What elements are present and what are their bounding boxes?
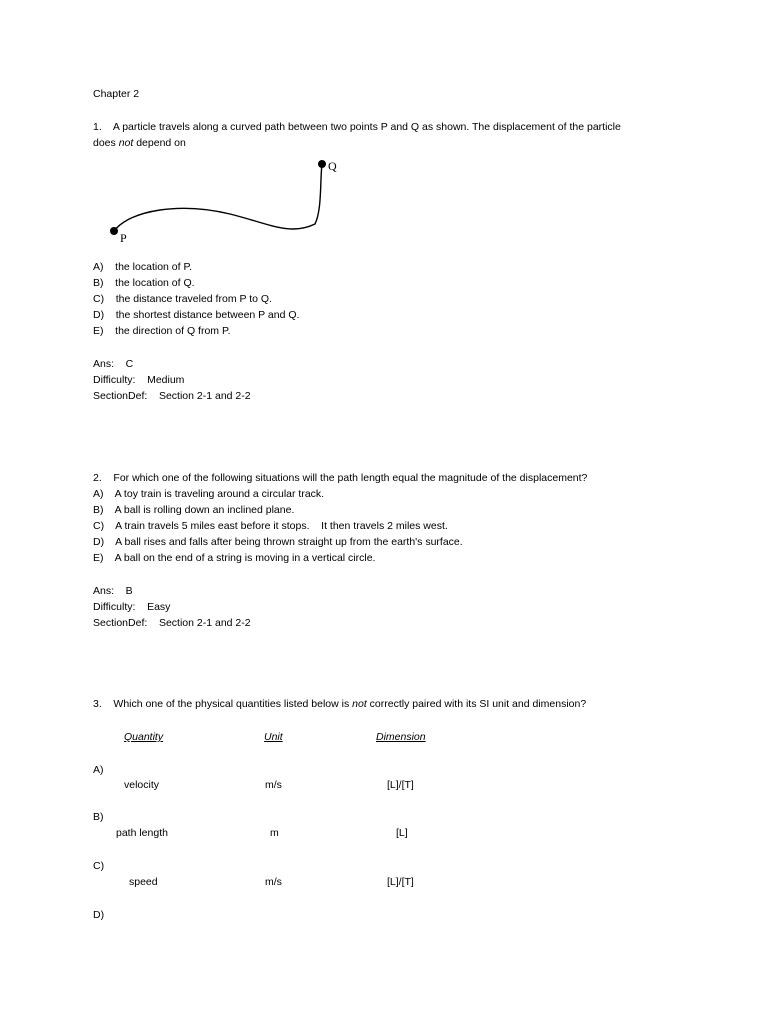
q3-stem-pre: 3. Which one of the physical quantities listed below is (93, 698, 353, 710)
q2-difficulty: Difficulty: Easy (93, 601, 171, 613)
q1-option-c: C) the distance traveled from P to Q. (93, 293, 272, 305)
q1-stem-line1: 1. A particle travels along a curved path between two points P and Q as shown. The displacement of the particle (93, 121, 621, 133)
q2-option-e: E) A ball on the end of a string is moving in a vertical circle. (93, 552, 376, 564)
q2-answer: Ans: B (93, 585, 133, 597)
q3-row-a-unit: m/s (265, 779, 282, 791)
q3-row-b-quantity: path length (116, 827, 168, 839)
q3-row-c-letter: C) (93, 860, 105, 872)
q3-stem-emphasis: not (352, 698, 367, 710)
q1-answer: Ans: C (93, 358, 134, 370)
q1-option-e: E) the direction of Q from P. (93, 325, 231, 337)
q1-section: SectionDef: Section 2-1 and 2-2 (93, 390, 251, 402)
q2-stem: 2. For which one of the following situations will the path length equal the magnitude of the displacement? (93, 472, 588, 484)
q3-row-c-dimension: [L]/[T] (387, 876, 414, 888)
q3-row-c-unit: m/s (265, 876, 282, 888)
point-q-label: Q (328, 159, 337, 173)
q1-stem-line2 (93, 137, 186, 150)
q3-header-unit: Unit (264, 731, 283, 743)
point-p-dot (110, 227, 118, 235)
q1-option-a: A) the location of P. (93, 261, 193, 273)
q3-row-d-letter: D) (93, 909, 105, 921)
q2-option-a: A) A toy train is traveling around a circular track. (93, 488, 325, 500)
q1-stem-emphasis: not (118, 137, 134, 149)
q3-stem (93, 698, 586, 711)
q3-header-dimension: Dimension (376, 731, 426, 743)
q3-row-c-quantity: speed (129, 876, 158, 888)
q3-row-a-dimension: [L]/[T] (387, 779, 414, 791)
q2-section: SectionDef: Section 2-1 and 2-2 (93, 617, 251, 629)
q3-row-a-letter: A) (93, 764, 104, 776)
q3-row-b-letter: B) (93, 811, 104, 823)
q1-difficulty: Difficulty: Medium (93, 374, 185, 386)
q2-option-c: C) A train travels 5 miles east before it stops. It then travels 2 miles west. (93, 520, 448, 532)
q3-stem-post: correctly paired with its SI unit and dimension? (366, 698, 587, 710)
q2-option-d: D) A ball rises and falls after being thrown straight up from the earth's surface. (93, 536, 463, 548)
curved-path-diagram (100, 150, 360, 250)
point-q-dot (318, 160, 326, 168)
point-p-label: P (120, 231, 127, 245)
q1-stem-pre: does (93, 137, 119, 149)
particle-path (114, 164, 322, 231)
q3-row-a-quantity: velocity (124, 779, 160, 791)
q3-header-quantity: Quantity (124, 731, 164, 743)
q2-option-b: B) A ball is rolling down an inclined plane. (93, 504, 295, 516)
chapter-heading: Chapter 2 (93, 88, 140, 100)
q3-row-b-dimension: [L] (396, 827, 408, 839)
q1-option-d: D) the shortest distance between P and Q. (93, 309, 300, 321)
q3-row-b-unit: m (270, 827, 279, 839)
q1-stem-post: depend on (133, 137, 186, 149)
q1-option-b: B) the location of Q. (93, 277, 195, 289)
